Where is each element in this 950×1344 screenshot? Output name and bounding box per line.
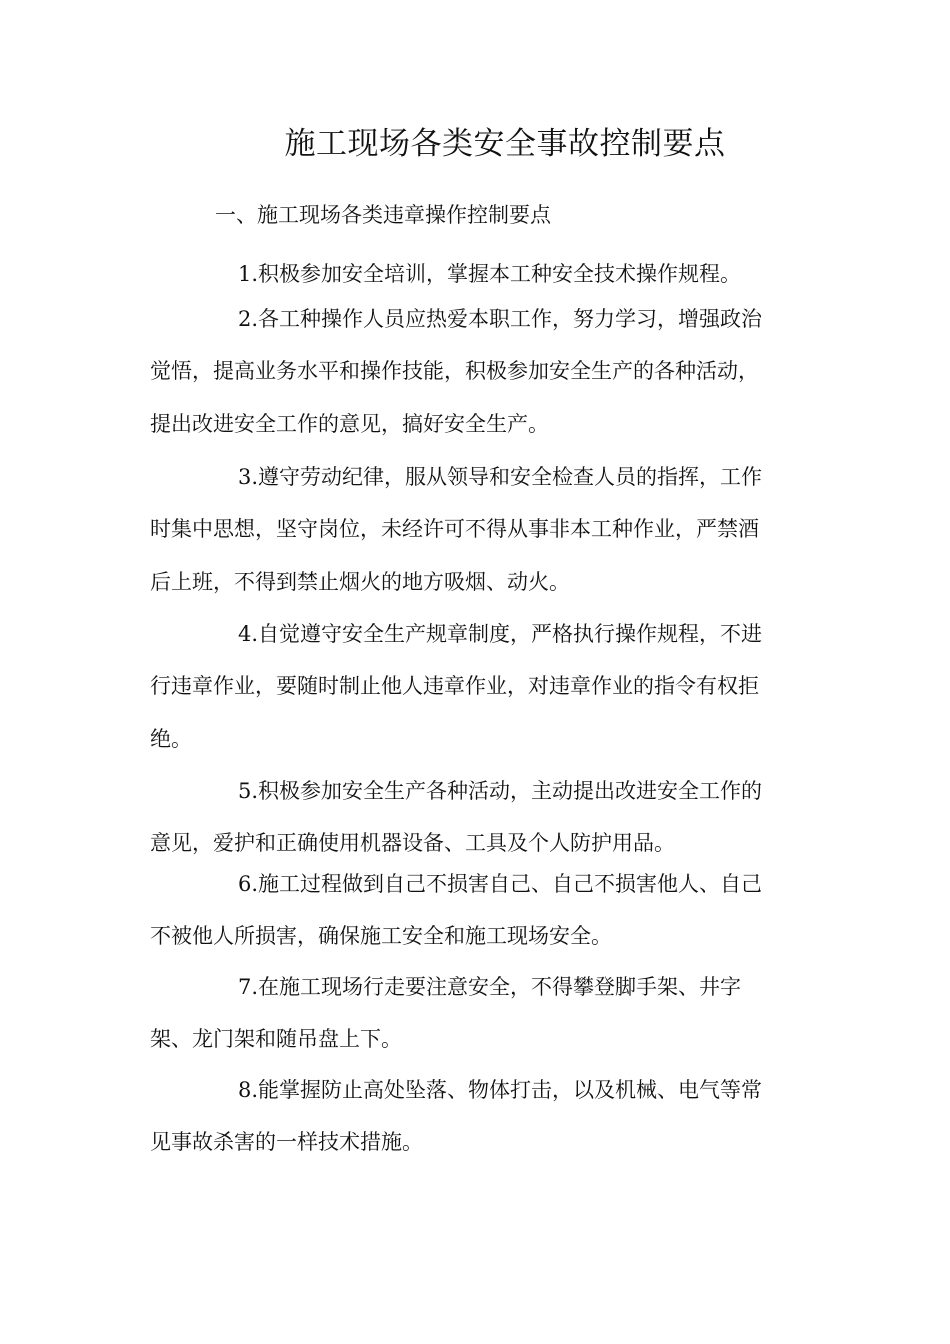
paragraph-line: 意见，爱护和正确使用机器设备、工具及个人防护用品。 (150, 831, 675, 856)
paragraph-line: 3.遵守劳动纪律，服从领导和安全检查人员的指挥，工作 (238, 465, 763, 489)
section-heading: 一、施工现场各类违章操作控制要点 (215, 203, 551, 227)
paragraph-line: 提出改进安全工作的意见，搞好安全生产。 (150, 411, 549, 436)
paragraph-8 (150, 1064, 810, 1169)
paragraph-4 (150, 608, 810, 765)
paragraph-line: 8.能掌握防止高处坠落、物体打击，以及机械、电气等常 (238, 1078, 763, 1102)
paragraph-line: 架、龙门架和随吊盘上下。 (150, 1027, 402, 1052)
paragraph-line: 5.积极参加安全生产各种活动，主动提出改进安全工作的 (238, 779, 763, 803)
paragraph-3 (150, 451, 810, 608)
paragraph-line: 6.施工过程做到自己不损害自己、自己不损害他人、自己 (238, 872, 763, 896)
paragraph-5 (150, 765, 810, 870)
paragraph-line: 2.各工种操作人员应热爱本职工作，努力学习，增强政治 (238, 307, 763, 331)
paragraph-line: 时集中思想，坚守岗位，未经许可不得从事非本工种作业，严禁酒 (150, 517, 759, 542)
paragraph-line: 7.在施工现场行走要注意安全，不得攀登脚手架、井字 (238, 975, 742, 999)
paragraph-6 (150, 858, 810, 963)
document-title: 施工现场各类安全事故控制要点 (284, 126, 726, 162)
paragraph-2 (150, 293, 810, 450)
paragraph-line: 行违章作业，要随时制止他人违章作业，对违章作业的指令有权拒 (150, 674, 759, 699)
paragraph-line: 绝。 (150, 726, 192, 751)
paragraph-line: 见事故杀害的一样技术措施。 (150, 1130, 423, 1155)
paragraph-line: 1.积极参加安全培训，掌握本工种安全技术操作规程。 (238, 262, 742, 286)
paragraph-line: 后上班，不得到禁止烟火的地方吸烟、动火。 (150, 569, 570, 594)
paragraph-line: 觉悟，提高业务水平和操作技能，积极参加安全生产的各种活动， (150, 359, 759, 384)
paragraph-7 (150, 961, 810, 1066)
paragraph-line: 4.自觉遵守安全生产规章制度，严格执行操作规程，不进 (238, 622, 763, 646)
paragraph-line: 不被他人所损害，确保施工安全和施工现场安全。 (150, 924, 612, 949)
